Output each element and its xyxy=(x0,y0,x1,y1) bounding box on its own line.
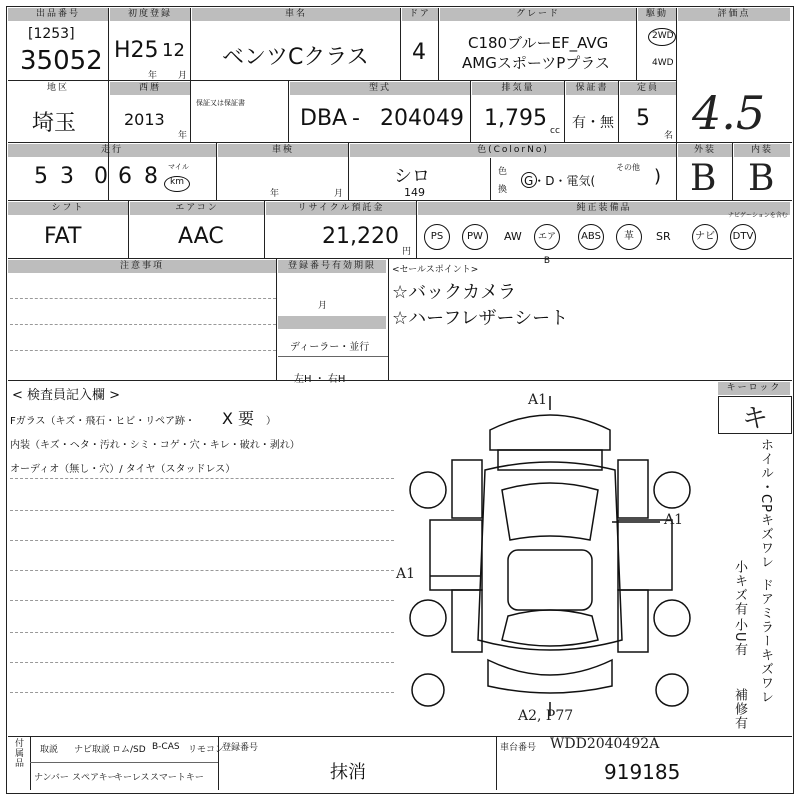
header-doors: ドア xyxy=(402,8,438,21)
footer-item-plate: ナンバー xyxy=(34,773,69,783)
reg-number-value: 抹消 xyxy=(330,762,366,783)
mark-right: A1 xyxy=(664,512,684,528)
header-displacement: 排気量 xyxy=(472,82,564,95)
recycle-unit: 円 xyxy=(402,247,412,257)
handle-side: 左H ・ 右H xyxy=(294,374,346,385)
header-wheel xyxy=(278,316,386,329)
chassis-number: 919185 xyxy=(604,760,681,784)
shape-code: 204049 xyxy=(380,106,464,131)
header-warranty: 保証書 xyxy=(566,82,618,95)
mileage-d1: 5 xyxy=(34,164,48,189)
inspection-month: 月 xyxy=(334,189,344,199)
year-unit: 年 xyxy=(178,131,188,141)
navi-hint: ナビゲーションを含む xyxy=(728,212,788,219)
reg-valid-month: 月 xyxy=(318,301,328,311)
header-region: 地区 xyxy=(8,82,108,95)
header-grade: グレード xyxy=(440,8,636,21)
mileage-unit-top: マイル xyxy=(168,163,189,171)
equip-navi: ナビ xyxy=(692,224,718,250)
lot-number: 35052 xyxy=(20,46,103,76)
aircon-value: AAC xyxy=(178,224,224,249)
equip-abs: ABS xyxy=(578,224,604,250)
drive-2wd: 2WD xyxy=(652,31,674,41)
era-month-label: 月 xyxy=(178,71,188,81)
header-sales-point: <セールスポイント> xyxy=(392,265,479,275)
doors-count: 4 xyxy=(412,40,426,65)
shape-prefix: DBA xyxy=(300,106,348,131)
sales-point-2: ☆ハーフレザーシート xyxy=(392,308,569,329)
score-handwritten: 4.5 xyxy=(692,86,766,140)
mileage-d3: 0 xyxy=(94,164,108,189)
header-recycle: リサイクル預託金 xyxy=(266,202,416,215)
chassis-handwritten: WDD2040492A xyxy=(550,736,660,752)
footer-item-bcas: B-CAS xyxy=(152,742,180,752)
header-keylock: キーロック xyxy=(718,382,790,395)
mileage-d2: 3 xyxy=(60,164,74,189)
shape-sep: - xyxy=(352,106,360,131)
capacity-unit: 名 xyxy=(664,131,674,141)
header-shift: シフト xyxy=(8,202,128,215)
inspection-year: 年 xyxy=(270,189,280,199)
keylock-hand: キ xyxy=(742,404,769,434)
equip-pw: PW xyxy=(462,224,488,250)
color-change: 換 xyxy=(498,185,508,195)
grade-line1: C180ブルーEF_AVG xyxy=(468,34,609,52)
footer-item-manual: 取説 xyxy=(40,745,59,755)
mileage-d4: 6 xyxy=(118,164,132,189)
mark-left: A1 xyxy=(396,566,416,582)
header-drive: 駆動 xyxy=(638,8,676,21)
inspector-glass: Fガラス（キズ・飛石・ヒビ・リペア跡・ xyxy=(10,416,196,427)
shift-value: FAT xyxy=(44,224,82,249)
color-code: 149 xyxy=(404,186,425,199)
header-notes: 注意事項 xyxy=(8,260,276,273)
footer-item-navi-manual: ナビ取説 xyxy=(74,745,111,755)
note-mirror: ドアミラーキズワレ xyxy=(758,578,773,704)
exterior-grade: B xyxy=(690,158,717,199)
color-outside: 色 xyxy=(498,167,508,177)
first-reg-month: 12 xyxy=(162,40,185,61)
mark-bottom: A2, P77 xyxy=(518,708,574,724)
header-color: 色(ColorNo) xyxy=(350,144,676,157)
color-paint-close: ) xyxy=(654,166,662,187)
color-other: その他 xyxy=(616,163,640,172)
header-exterior: 外装 xyxy=(678,144,732,157)
mark-top: A1 xyxy=(528,392,548,408)
drive-4wd: 4WD xyxy=(652,58,674,68)
equip-sr: SR xyxy=(656,230,671,243)
header-mileage: 走行 xyxy=(8,144,216,157)
footer-item-remote: リモコン xyxy=(188,745,225,755)
header-year: 西暦 xyxy=(110,82,190,95)
header-lot: 出品番号 xyxy=(8,8,108,21)
lot-bracket: [1253] xyxy=(28,26,75,42)
equip-leather: 革 xyxy=(616,224,642,250)
header-score: 評価点 xyxy=(678,8,790,21)
inspector-audio: オーディオ（無し・穴）/ タイヤ（スタッドレス） xyxy=(10,464,236,475)
equip-dtv: DTV xyxy=(730,224,756,250)
mileage-unit: km xyxy=(170,177,184,187)
footer-accessories-label: 付属品 xyxy=(13,738,23,768)
footer-item-keyless: キーレス xyxy=(114,773,150,783)
inspector-glass-mark: X 要 xyxy=(222,409,255,428)
equip-airbag: エアB xyxy=(534,224,560,250)
inspector-glass-close: ） xyxy=(266,416,276,427)
model-name: ベンツCクラス xyxy=(222,45,369,70)
header-inspection: 車検 xyxy=(218,144,348,157)
header-capacity: 定員 xyxy=(620,82,676,95)
reg-number-label: 登録番号 xyxy=(222,743,259,753)
note-small-dent: 小U有 xyxy=(732,618,747,657)
displacement-value: 1,795 xyxy=(484,106,547,131)
dealer-import: ディーラー・並行 xyxy=(290,342,370,353)
header-first-reg: 初度登録 xyxy=(110,8,190,21)
recycle-value: 21,220 xyxy=(322,224,399,249)
header-interior: 内装 xyxy=(734,144,790,157)
mileage-d5: 8 xyxy=(144,164,158,189)
grade-line2: AMGスポーツPプラス xyxy=(462,54,610,72)
region-name: 埼玉 xyxy=(32,111,77,136)
header-shape: 型式 xyxy=(290,82,470,95)
displacement-unit: cc xyxy=(550,126,560,136)
inspector-interior: 内装（キズ・ヘタ・汚れ・シミ・コゲ・穴・キレ・破れ・剥れ） xyxy=(10,440,300,451)
first-reg-era: H25 xyxy=(114,38,159,63)
year-value: 2013 xyxy=(124,110,165,129)
chassis-label: 車台番号 xyxy=(500,743,537,753)
warranty-value: 有・無 xyxy=(572,115,614,131)
header-equipment: 純正装備品 xyxy=(418,202,790,215)
note-wheel: ホイル・CPキズワレ xyxy=(758,438,773,569)
interior-grade: B xyxy=(748,158,775,199)
sales-point-1: ☆バックカメラ xyxy=(392,282,517,303)
color-paint: G・D・電気( xyxy=(524,174,596,188)
header-reg-valid: 登録番号有効期限 xyxy=(278,260,386,273)
note-repaired: 補修有 xyxy=(732,688,747,730)
car-diagram xyxy=(390,390,710,730)
footer-item-smartkey: スマートキー xyxy=(150,773,204,783)
note-small-scratch: 小キズ有 xyxy=(732,560,747,616)
footer-item-spare-key: スペアキー xyxy=(72,773,117,783)
header-model: 車名 xyxy=(192,8,400,21)
color-name: シロ xyxy=(394,166,430,187)
header-aircon: エアコン xyxy=(130,202,264,215)
footer-item-rom: ロム/SD xyxy=(112,745,146,755)
warranty-note: 保証又は保証書 xyxy=(196,99,245,107)
era-year-label: 年 xyxy=(148,71,158,81)
equip-ps: PS xyxy=(424,224,450,250)
inspector-title: < 検査員記入欄 > xyxy=(12,388,121,403)
capacity-value: 5 xyxy=(636,106,650,131)
equip-aw: AW xyxy=(504,230,522,243)
